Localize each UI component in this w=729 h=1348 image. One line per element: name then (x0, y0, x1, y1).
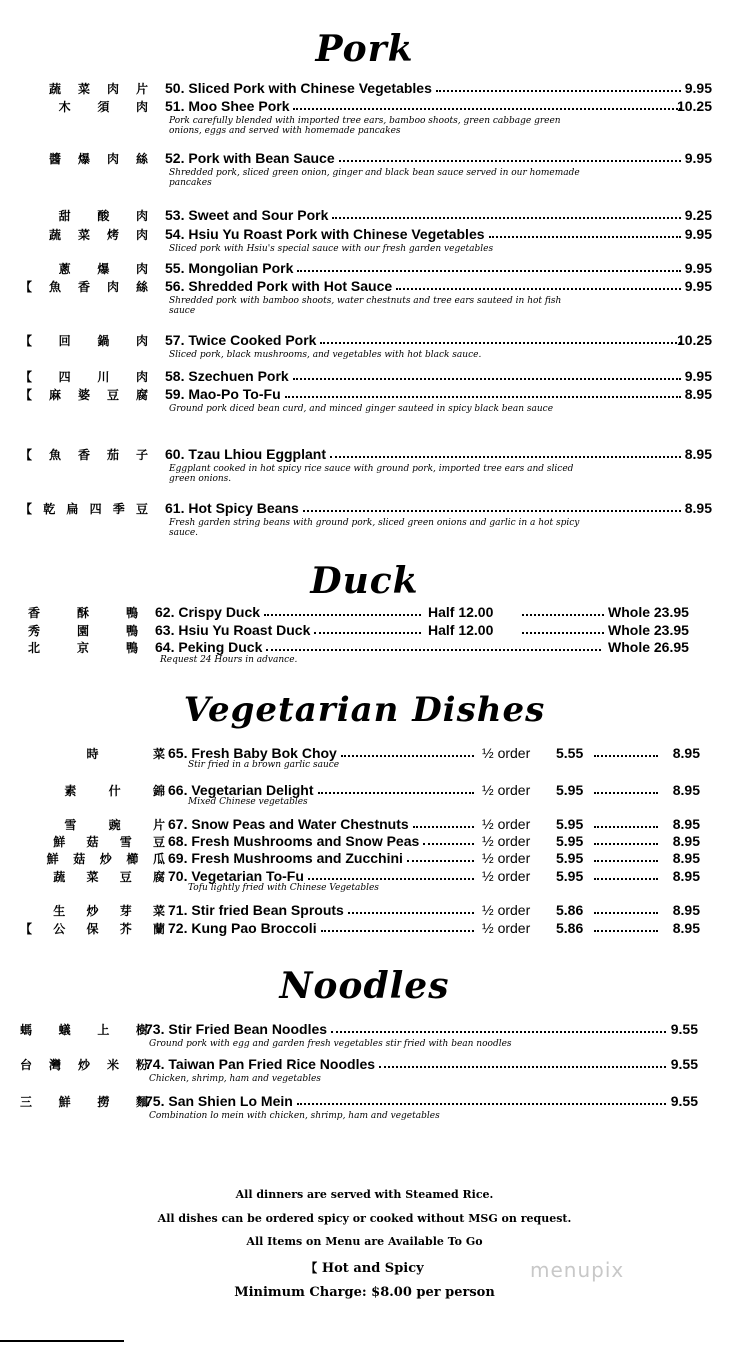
menu-item-row (20, 96, 720, 136)
menu-item-description: Sliced pork, black mushrooms, and vegetables with hot black sauce. (169, 350, 482, 360)
dot-leader (331, 1019, 666, 1033)
hot-legend-label: Hot and Spicy (321, 1261, 424, 1276)
watermark-logo: menupix (530, 1258, 625, 1282)
vegetarian-title: Vegetarian Dishes (183, 690, 546, 730)
chinese-char: 生 (53, 903, 66, 918)
chinese-char: 爆 (77, 151, 90, 166)
chinese-char: 爆 (97, 261, 110, 276)
dot-leader (436, 78, 681, 92)
dot-leader (318, 780, 475, 794)
chinese-char: 蟻 (58, 1022, 71, 1037)
dot-leader (308, 866, 474, 880)
menu-item-row (20, 205, 720, 225)
chinese-char: 肉 (135, 333, 148, 348)
chinese-char: 鮮 (46, 851, 59, 866)
chinese-char: 保 (86, 921, 99, 936)
half-order-label: ½ order (482, 920, 531, 936)
menu-item-row (20, 330, 720, 360)
chinese-char: 川 (97, 369, 110, 384)
chinese-char: 台 (20, 1057, 33, 1072)
menu-item-label: 65. Fresh Baby Bok Choy (168, 745, 337, 761)
footer-msg-note: All dishes can be ordered spicy or cooked without MSG on request. (157, 1212, 572, 1225)
menu-item-label: 69. Fresh Mushrooms and Zucchini (168, 850, 403, 866)
chinese-char: 錦 (152, 783, 165, 798)
menu-item-description: Ground pork diced bean curd, and minced ginger sauteed in spicy black bean sauce (169, 404, 554, 414)
half-order-label: ½ order (482, 902, 531, 918)
chinese-char: 鮮 (53, 834, 66, 849)
chinese-char: 魚 (48, 447, 61, 462)
menu-item-price: 10.25 (676, 332, 712, 348)
dot-leader (264, 602, 421, 616)
menu-item-row (20, 276, 720, 316)
menu-item-label: 62. Crispy Duck (155, 604, 261, 620)
chinese-char: 蔬 (53, 869, 66, 884)
menu-item-label: 63. Hsiu Yu Roast Duck (155, 622, 311, 638)
dot-leader (413, 814, 474, 828)
chinese-name (20, 1054, 148, 1074)
chinese-name (20, 384, 148, 404)
footer-to-go-note: All Items on Menu are Available To Go (246, 1235, 483, 1248)
chinese-name (20, 330, 148, 350)
chinese-char: 肉 (135, 99, 148, 114)
half-order-price: 5.95 (556, 782, 584, 798)
dot-leader (293, 366, 681, 380)
menu-item-label: 66. Vegetarian Delight (168, 782, 314, 798)
menu-item-price: 9.95 (684, 80, 712, 96)
menu-item-label: 67. Snow Peas and Water Chestnuts (168, 816, 409, 832)
menu-item-label: 60. Tzau Lhiou Eggplant (165, 446, 326, 462)
bottom-rule (0, 1340, 124, 1342)
pork-title: Pork (315, 28, 414, 70)
chinese-char: 須 (97, 99, 110, 114)
chinese-char: 酸 (97, 208, 110, 223)
dot-leader (266, 637, 601, 651)
menu-item-row (20, 743, 720, 770)
chinese-char: 回 (58, 333, 71, 348)
menu-item-row (20, 258, 720, 278)
menu-item-name (168, 918, 478, 938)
whole-price: Whole 23.95 (608, 604, 689, 620)
chinese-name (20, 780, 165, 800)
full-order-price: 8.95 (672, 782, 700, 798)
menu-item-price: 9.95 (684, 150, 712, 166)
half-order-label: ½ order (482, 868, 531, 884)
dot-leader (297, 1091, 666, 1105)
hot-marker-icon: 【 (20, 921, 33, 936)
dot-leader (522, 602, 604, 616)
chinese-name (28, 602, 138, 622)
chinese-char: 炒 (86, 903, 99, 918)
menu-item-name (165, 366, 685, 386)
menu-item-label: 55. Mongolian Pork (165, 260, 294, 276)
chinese-char: 菜 (152, 746, 165, 761)
chinese-char: 時 (86, 746, 99, 761)
chinese-char: 肉 (135, 208, 148, 223)
menu-item-label: 71. Stir fried Bean Sprouts (168, 902, 344, 918)
chinese-char: 酥 (76, 605, 89, 620)
menu-item-name (165, 78, 685, 98)
menu-item-row (20, 78, 720, 98)
dot-leader (332, 205, 681, 219)
chinese-char: 鴨 (125, 640, 138, 655)
chinese-char: 婆 (77, 387, 90, 402)
dot-leader (423, 831, 474, 845)
chinese-char: 絲 (135, 279, 148, 294)
chinese-char: 京 (76, 640, 89, 655)
chinese-char: 三 (20, 1094, 33, 1109)
chinese-char: 菜 (86, 869, 99, 884)
chinese-name (28, 637, 138, 657)
chinese-char: 鴨 (125, 605, 138, 620)
menu-item-row (20, 848, 720, 868)
half-order-label: ½ order (482, 816, 531, 832)
dot-leader (314, 620, 421, 634)
full-order-price: 8.95 (672, 868, 700, 884)
half-order-label: ½ order (482, 782, 531, 798)
hot-marker-icon: 【 (20, 387, 33, 402)
half-order-label: ½ order (482, 850, 531, 866)
whole-price: Whole 26.95 (608, 639, 689, 655)
chinese-char: 肉 (106, 279, 119, 294)
hot-marker-icon: 【 (20, 447, 33, 462)
chinese-char: 豆 (135, 501, 148, 516)
chinese-char: 炒 (77, 1057, 90, 1072)
menu-item-description: Tofu lightly fried with Chinese Vegetables (188, 883, 379, 893)
chinese-char: 肉 (135, 369, 148, 384)
menu-item-name (165, 205, 685, 225)
menu-item-row (20, 637, 720, 665)
chinese-char: 粉 (135, 1057, 148, 1072)
chinese-char: 片 (135, 81, 148, 96)
hot-marker-icon: 【 (20, 279, 33, 294)
menu-item-row (20, 1091, 720, 1121)
menu-item-price: 10.25 (676, 98, 712, 114)
chinese-name (20, 498, 148, 518)
menu-item-name (165, 330, 685, 350)
chinese-char: 雪 (64, 817, 77, 832)
chinese-char: 四 (89, 501, 102, 516)
menu-item-name (165, 224, 685, 244)
chinese-char: 豆 (152, 834, 165, 849)
menu-item-price: 9.95 (684, 278, 712, 294)
chinese-char: 瓜 (152, 851, 165, 866)
menu-item-label: 56. Shredded Pork with Hot Sauce (165, 278, 393, 294)
chinese-char: 素 (64, 783, 77, 798)
menu-item-description: Pork carefully blended with imported tree ears, bamboo shoots, green cabbage green onions, eggs and served with homemade pancakes (169, 116, 561, 136)
chinese-char: 北 (28, 640, 41, 655)
menu-item-row (20, 224, 720, 254)
chinese-char: 樹 (135, 1022, 148, 1037)
chinese-char: 菜 (152, 903, 165, 918)
chinese-char: 季 (112, 501, 125, 516)
full-order-price: 8.95 (672, 833, 700, 849)
dot-leader (379, 1054, 666, 1068)
menu-item-label: 52. Pork with Bean Sauce (165, 150, 335, 166)
menu-item-price: 9.25 (684, 207, 712, 223)
menu-item-description: Chicken, shrimp, ham and vegetables (149, 1074, 321, 1084)
menu-item-price: 8.95 (684, 446, 712, 462)
dot-leader (348, 900, 474, 914)
menu-item-price: 9.55 (670, 1093, 698, 1109)
chinese-char: 豌 (108, 817, 121, 832)
menu-item-price: 8.95 (684, 500, 712, 516)
chinese-char: 四 (58, 369, 71, 384)
menu-item-name (165, 444, 685, 464)
menu-item-price: 8.95 (684, 386, 712, 402)
menu-item-label: 72. Kung Pao Broccoli (168, 920, 317, 936)
dot-leader (522, 620, 604, 634)
menu-item-description: Sliced pork with Hsiu's special sauce with our fresh garden vegetables (169, 244, 494, 254)
chinese-char: 麻 (48, 387, 61, 402)
chinese-char: 醬 (48, 151, 61, 166)
dot-leader (285, 384, 681, 398)
menu-item-label: 68. Fresh Mushrooms and Snow Peas (168, 833, 420, 849)
chinese-char: 片 (152, 817, 165, 832)
chinese-char: 麵 (135, 1094, 148, 1109)
half-order-price: 5.95 (556, 833, 584, 849)
menu-item-label: 59. Mao-Po To-Fu (165, 386, 281, 402)
menu-item-row (20, 602, 720, 622)
menu-item-name (168, 848, 478, 868)
footer-minimum-charge: Minimum Charge: $8.00 per person (234, 1285, 495, 1300)
chinese-name (20, 148, 148, 168)
chinese-char: 香 (77, 279, 90, 294)
noodles-title: Noodles (279, 965, 450, 1007)
menu-item-name (165, 258, 685, 278)
full-order-price: 8.95 (672, 920, 700, 936)
half-order-price: 5.86 (556, 920, 584, 936)
chinese-char: 什 (108, 783, 121, 798)
menu-item-label: 75. San Shien Lo Mein (145, 1093, 293, 1109)
chinese-char: 上 (97, 1022, 110, 1037)
menu-item-description: Eggplant cooked in hot spicy rice sauce with ground pork, imported tree ears and sliced green onions. (169, 464, 574, 484)
chinese-char: 菇 (73, 851, 86, 866)
menu-item-label: 51. Moo Shee Pork (165, 98, 290, 114)
menu-item-label: 74. Taiwan Pan Fried Rice Noodles (145, 1056, 376, 1072)
half-order-price: 5.95 (556, 816, 584, 832)
chinese-char: 芥 (119, 921, 132, 936)
chinese-name (20, 224, 148, 244)
dot-leader (330, 444, 681, 458)
full-order-price: 8.95 (672, 816, 700, 832)
half-price: Half 12.00 (428, 622, 494, 638)
chinese-char: 腐 (152, 869, 165, 884)
menu-item-name (168, 900, 478, 920)
dot-leader (293, 96, 681, 110)
menu-item-price: 9.95 (684, 368, 712, 384)
menu-item-row (20, 866, 720, 893)
dot-leader (321, 918, 474, 932)
chinese-name (20, 205, 148, 225)
dot-leader (341, 743, 474, 757)
chinese-char: 蔬 (48, 227, 61, 242)
chinese-char: 櫛 (126, 851, 139, 866)
half-order-label: ½ order (482, 833, 531, 849)
chinese-char: 鍋 (97, 333, 110, 348)
menu-item-label: 54. Hsiu Yu Roast Pork with Chinese Vegetables (165, 226, 485, 242)
menu-item-name (165, 276, 685, 296)
dot-leader (303, 498, 681, 512)
chinese-name (20, 848, 165, 868)
menu-item-label: 50. Sliced Pork with Chinese Vegetables (165, 80, 432, 96)
menu-item-label: 61. Hot Spicy Beans (165, 500, 299, 516)
chinese-name (20, 444, 148, 464)
menu-item-price: 9.55 (670, 1021, 698, 1037)
menu-item-name (155, 637, 605, 657)
half-order-price: 5.86 (556, 902, 584, 918)
chinese-char: 甜 (58, 208, 71, 223)
menu-item-description: Ground pork with egg and garden fresh vegetables stir fried with bean noodles (149, 1039, 512, 1049)
menu-item-name (165, 498, 685, 518)
chinese-char: 鮮 (58, 1094, 71, 1109)
menu-item-label: 70. Vegetarian To-Fu (168, 868, 304, 884)
menu-item-description: Fresh garden string beans with ground pork, sliced green onions and garlic in a hot spicy sauce. (169, 518, 580, 538)
chinese-name (20, 1091, 148, 1111)
chinese-char: 香 (28, 605, 41, 620)
full-order-price: 8.95 (672, 902, 700, 918)
chinese-name (20, 866, 165, 886)
chinese-char: 絲 (135, 151, 148, 166)
chinese-name (20, 366, 148, 386)
menu-item-row (20, 1019, 720, 1049)
menu-item-name (165, 96, 685, 116)
chinese-char: 菇 (86, 834, 99, 849)
chinese-char: 乾 (43, 501, 56, 516)
dot-leader (320, 330, 681, 344)
menu-item-name (145, 1054, 670, 1074)
chinese-char: 豆 (119, 869, 132, 884)
chinese-name (20, 96, 148, 116)
chinese-char: 菜 (77, 227, 90, 242)
chinese-name (20, 258, 148, 278)
half-price: Half 12.00 (428, 604, 494, 620)
menu-item-row (20, 900, 720, 920)
menu-item-row (20, 148, 720, 188)
chinese-char: 米 (106, 1057, 119, 1072)
hot-marker-icon: 【 (20, 369, 33, 384)
hot-marker-icon: 【 (20, 501, 33, 516)
chinese-char: 芽 (119, 903, 132, 918)
dot-leader (407, 848, 474, 862)
hot-marker-icon: 【 (305, 1261, 318, 1275)
menu-item-label: 53. Sweet and Sour Pork (165, 207, 329, 223)
chinese-char: 肉 (106, 151, 119, 166)
chinese-char: 菜 (77, 81, 90, 96)
menu-item-price: 9.95 (684, 260, 712, 276)
menu-item-description: Shredded pork with bamboo shoots, water chestnuts and tree ears sauteed in hot fish sauce (169, 296, 562, 316)
chinese-char: 肉 (135, 261, 148, 276)
chinese-char: 木 (58, 99, 71, 114)
chinese-char: 豆 (106, 387, 119, 402)
menu-item-label: 64. Peking Duck (155, 639, 263, 655)
chinese-char: 蔥 (58, 261, 71, 276)
chinese-name (20, 78, 148, 98)
chinese-char: 子 (135, 447, 148, 462)
menu-item-description: Combination lo mein with chicken, shrimp, ham and vegetables (149, 1111, 440, 1121)
menu-item-label: 58. Szechuen Pork (165, 368, 289, 384)
chinese-char: 園 (76, 623, 89, 638)
menu-item-row (20, 918, 720, 938)
menu-item-label: 57. Twice Cooked Pork (165, 332, 317, 348)
menu-item-description: Request 24 Hours in advance. (160, 655, 298, 665)
menu-item-price: 9.55 (670, 1056, 698, 1072)
dot-leader-row (518, 602, 608, 622)
chinese-char: 魚 (48, 279, 61, 294)
full-order-price: 8.95 (672, 850, 700, 866)
chinese-char: 烤 (106, 227, 119, 242)
chinese-char: 蔬 (48, 81, 61, 96)
chinese-char: 香 (77, 447, 90, 462)
chinese-char: 灣 (48, 1057, 61, 1072)
menu-item-description: Mixed Chinese vegetables (188, 797, 308, 807)
menu-item-row (20, 780, 720, 807)
chinese-char: 腐 (135, 387, 148, 402)
menu-item-price: 9.95 (684, 226, 712, 242)
chinese-char: 秀 (28, 623, 41, 638)
full-order-price: 8.95 (672, 745, 700, 761)
chinese-char: 炒 (99, 851, 112, 866)
chinese-char: 茄 (106, 447, 119, 462)
chinese-char: 雪 (119, 834, 132, 849)
half-order-price: 5.55 (556, 745, 584, 761)
menu-item-name (165, 384, 685, 404)
menu-item-row (20, 1054, 720, 1084)
menu-item-row (20, 366, 720, 386)
menu-item-description: Shredded pork, sliced green onion, ginger and black bean sauce served in our homemade pancakes (169, 168, 580, 188)
chinese-char: 蘭 (152, 921, 165, 936)
chinese-name (20, 743, 165, 763)
duck-title: Duck (310, 560, 419, 602)
menu-item-description: Stir fried in a brown garlic sauce (188, 760, 340, 770)
chinese-char: 肉 (106, 81, 119, 96)
menu-item-name (165, 148, 685, 168)
whole-price: Whole 23.95 (608, 622, 689, 638)
half-order-price: 5.95 (556, 868, 584, 884)
menu-item-row (20, 444, 720, 484)
half-order-label: ½ order (482, 745, 531, 761)
half-order-price: 5.95 (556, 850, 584, 866)
chinese-name (20, 1019, 148, 1039)
chinese-char: 鴨 (125, 623, 138, 638)
hot-marker-icon: 【 (20, 333, 33, 348)
dot-leader (339, 148, 681, 162)
menu-item-row (20, 384, 720, 414)
chinese-name (20, 900, 165, 920)
dot-leader (396, 276, 681, 290)
menu-item-row (20, 498, 720, 538)
chinese-name (20, 918, 165, 938)
chinese-name (20, 276, 148, 296)
menu-item-name (155, 602, 425, 622)
chinese-char: 撈 (97, 1094, 110, 1109)
chinese-char: 螞 (20, 1022, 33, 1037)
dot-leader (297, 258, 681, 272)
chinese-char: 公 (53, 921, 66, 936)
menu-item-label: 73. Stir Fried Bean Noodles (145, 1021, 328, 1037)
menu-item-name (145, 1091, 670, 1111)
chinese-char: 肉 (135, 227, 148, 242)
menu-item-name (145, 1019, 670, 1039)
chinese-char: 扁 (66, 501, 79, 516)
footer-rice-note: All dinners are served with Steamed Rice. (235, 1188, 494, 1201)
